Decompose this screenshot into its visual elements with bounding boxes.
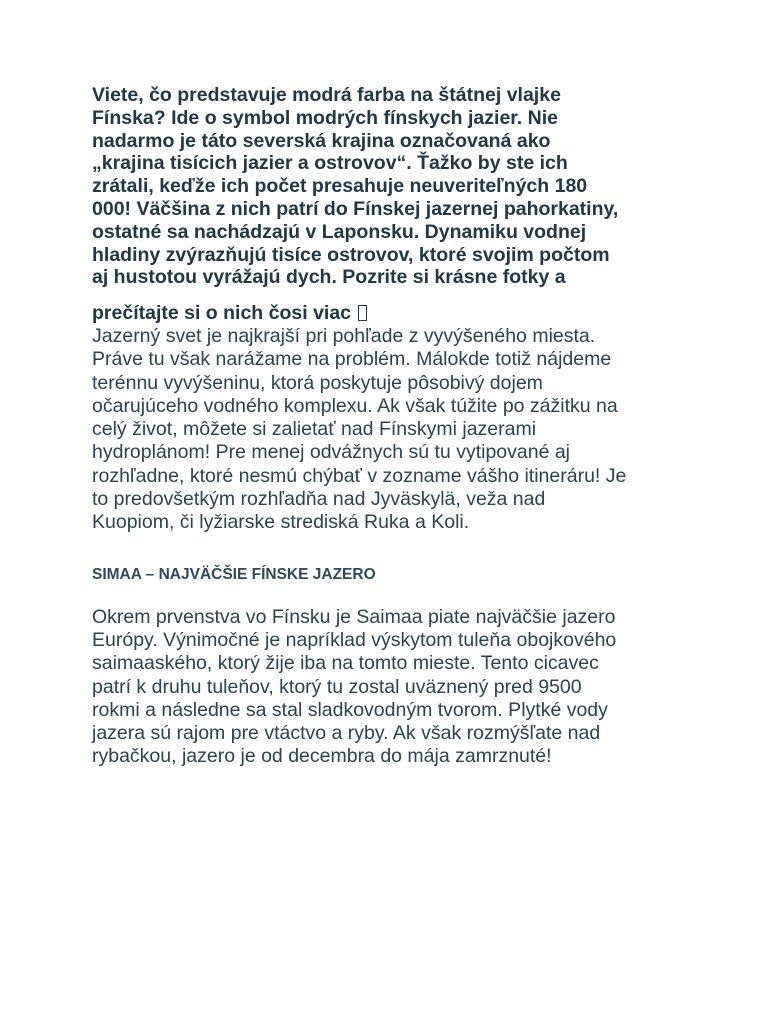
intro-line: nadarmo je táto severská krajina označovaná ako (92, 129, 551, 152)
section-heading: SIMAA – NAJVÄČŠIE FÍNSKE JAZERO (92, 565, 376, 583)
paragraph-line: očarujúceho vodného komplexu. Ak však túžite po zážitku na (92, 394, 618, 417)
paragraph-line: celý život, môžete si zalietať nad Fínskymi jazerami (92, 418, 537, 441)
paragraph-line: hydroplánom! Pre menej odvážnych sú tu vytipované aj (92, 441, 571, 464)
intro-line: 000! Väčšina z nich patrí do Fínskej jazernej pahorkatiny, (92, 197, 619, 220)
missing-glyph-icon (358, 305, 367, 321)
paragraph-line: Práve tu však narážame na problém. Málokde totiž nájdeme (92, 348, 612, 371)
intro-line: „krajina tisícich jazier a ostrovov“. Ťažko by ste ich (92, 152, 568, 175)
paragraph-line: Okrem prvenstva vo Fínsku je Saimaa piate najväčšie jazero (92, 605, 616, 628)
paragraph-line: jazera sú rajom pre vtáctvo a ryby. Ak však rozmýšľate nad (92, 722, 601, 745)
paragraph-viewpoints (92, 325, 712, 535)
intro-line: aj hustotou vyrážajú dych. Pozrite si krásne fotky a (92, 266, 566, 289)
document-page (92, 84, 712, 769)
paragraph-line: terénnu vyvýšeninu, ktorá poskytuje pôsobivý dojem (92, 371, 543, 394)
intro-line: hladiny zvýrazňujú tisíce ostrovov, ktoré svojim počtom (92, 243, 610, 266)
intro-tail-text: prečítajte si o nich čosi viac (92, 302, 357, 325)
intro-line: Viete, čo predstavuje modrá farba na štátnej vlajke (92, 84, 561, 106)
paragraph-saimaa (92, 606, 712, 769)
paragraph-line: patrí k druhu tuleňov, ktorý tu zostal uväznený pred 9500 (92, 675, 582, 698)
paragraph-line: Európy. Výnimočné je napríklad výskytom tuleňa obojkového (92, 628, 617, 651)
paragraph-line: Kuopiom, či lyžiarske strediská Ruka a Koli. (92, 511, 470, 534)
intro-paragraph (92, 84, 712, 289)
paragraph-line: rozhľadne, ktoré nesmú chýbať v zozname vášho itineráru! Je (92, 464, 627, 487)
intro-tail (92, 302, 712, 325)
intro-line: ostatné sa nachádzajú v Laponsku. Dynamiku vodnej (92, 220, 587, 243)
paragraph-line: saimaaského, ktorý žije iba na tomto mieste. Tento cicavec (92, 652, 599, 675)
intro-line: zrátali, keďže ich počet presahuje neuveriteľných 180 (92, 175, 588, 198)
paragraph-line: rybačkou, jazero je od decembra do mája zamrznuté! (92, 745, 552, 768)
paragraph-line: to predovšetkým rozhľadňa nad Jyväskylä, veža nad (92, 488, 546, 511)
paragraph-line: Jazerný svet je najkrajší pri pohľade z vyvýšeného miesta. (92, 324, 596, 347)
paragraph-line: rokmi a následne sa stal sladkovodným tvorom. Plytké vody (92, 698, 608, 721)
intro-line: Fínska? Ide o symbol modrých fínskych jazier. Nie (92, 106, 558, 129)
